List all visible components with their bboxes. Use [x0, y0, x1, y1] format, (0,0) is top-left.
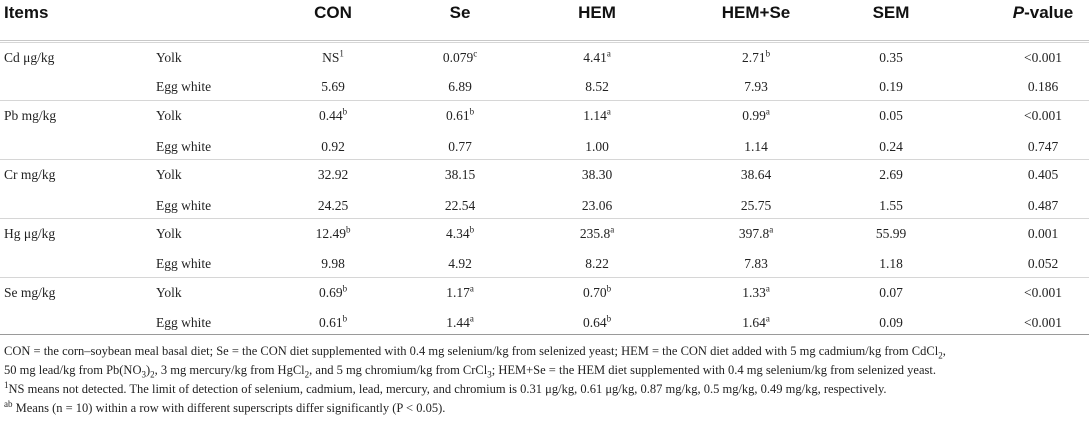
cell-con: 32.92	[317, 167, 349, 182]
cell-sample: Yolk	[156, 285, 182, 300]
cell-con: 0.69$^b$	[318, 283, 348, 300]
cell-sample: Egg white	[156, 198, 212, 213]
footnote-significance: $^{ab}$ Means (n = 10) within a row with different superscripts differ significantly (P < 0.05).	[4, 398, 446, 415]
cell-superscript: 1	[339, 48, 344, 59]
cell-superscript: b	[606, 283, 612, 294]
cell-hem: 38.30	[581, 167, 613, 182]
cell-superscript: a	[610, 224, 615, 235]
cell-hem-se: 25.75	[740, 198, 772, 213]
cell-sem: 0.07	[879, 285, 903, 300]
cell-sem: 0.24	[879, 139, 903, 154]
cell-se: 38.15	[444, 167, 476, 182]
footnote-abbreviations: CON = the corn–soybean meal basal diet; Se = the CON diet supplemented with 0.4 mg selenium/kg from selenized yeast; HEM = the CON diet added with 5 mg cadmium/kg from CdCl$_2$,	[4, 344, 946, 361]
table-row	[0, 277, 1089, 307]
cell-sample: Yolk	[156, 108, 182, 123]
header-se: Se	[449, 3, 471, 22]
cell-con: 12.49$^b$	[315, 224, 351, 241]
cell-sem: 0.09	[879, 315, 903, 330]
footnote-abbreviations-cont: 50 mg lead/kg from $Pb(NO_3)_2$, 3 mg mercury/kg from HgCl$_2$, and 5 mg chromium/kg from CrCl$_3$; HEM+Se = the HEM diet supplemented with 0.4 mg selenium/kg from selenized yeast.	[4, 363, 936, 380]
cell-sem: 0.19	[879, 79, 903, 94]
cell-sample: Egg white	[156, 315, 212, 330]
cell-hem-se: 7.83	[744, 256, 768, 271]
table-row	[0, 249, 1089, 278]
cell-se: 1.17$^a$	[446, 283, 474, 300]
header-hem-se: HEM+Se	[721, 3, 791, 22]
cell-hem: 0.70$^b$	[582, 283, 612, 300]
cell-se: 0.61$^b$	[445, 106, 475, 123]
cell-hem: 235.8$^a$	[579, 224, 615, 241]
cell-sem: 0.35	[879, 50, 903, 65]
header-hem: HEM	[578, 3, 616, 22]
cell-superscript: a	[469, 283, 474, 294]
cell-superscript: a	[765, 106, 770, 117]
cell-superscript: b	[345, 224, 351, 235]
cell-superscript: a	[606, 106, 611, 117]
header-items: Items	[4, 3, 49, 22]
cell-superscript: b	[469, 106, 475, 117]
cell-item: Cr mg/kg	[4, 167, 56, 182]
cell-sample: Yolk	[156, 50, 182, 65]
cell-sem: 2.69	[879, 167, 903, 182]
cell-p-value: <0.001	[1024, 108, 1062, 123]
cell-p-value: <0.001	[1024, 285, 1062, 300]
cell-se: 4.92	[448, 256, 472, 271]
cell-p-value: 0.186	[1027, 79, 1059, 94]
cell-se: 4.34$^b$	[445, 224, 475, 241]
cell-superscript: c	[473, 48, 478, 59]
cell-superscript: a	[765, 283, 770, 294]
cell-superscript: b	[342, 283, 348, 294]
cell-superscript: a	[606, 48, 611, 59]
cell-sample: Egg white	[156, 256, 212, 271]
cell-sample: Yolk	[156, 226, 182, 241]
cell-p-value: 0.405	[1027, 167, 1059, 182]
cell-hem-se: 2.71$^b$	[741, 48, 771, 65]
cell-con: $NS^1$	[322, 48, 344, 65]
cell-p-value: 0.001	[1027, 226, 1059, 241]
cell-hem-se: 0.99$^a$	[742, 106, 770, 123]
cell-hem: 0.64$^b$	[582, 313, 612, 330]
cell-p-value: <0.001	[1024, 50, 1062, 65]
cell-se: 0.77	[448, 139, 472, 154]
cell-hem: 23.06	[581, 198, 613, 213]
cell-superscript: b	[342, 313, 348, 324]
cell-sample: Yolk	[156, 167, 182, 182]
table-header	[0, 0, 1089, 41]
cell-con: 0.44$^b$	[318, 106, 348, 123]
cell-hem-se: 1.14	[744, 139, 768, 154]
cell-con: 0.92	[321, 139, 345, 154]
header-sem: SEM	[872, 3, 910, 22]
table-row	[0, 159, 1089, 189]
table-row	[0, 72, 1089, 101]
header-p-italic: P	[1012, 3, 1025, 22]
cell-item: Pb mg/kg	[4, 108, 57, 123]
cell-sem: 55.99	[875, 226, 907, 241]
cell-p-value: 0.052	[1027, 256, 1059, 271]
cell-item: Cd μg/kg	[4, 50, 55, 65]
cell-con: 0.61$^b$	[318, 313, 348, 330]
header-p-value	[1013, 3, 1073, 23]
footnote-divider	[0, 334, 1089, 335]
cell-hem: 8.22	[585, 256, 609, 271]
cell-sem: 0.05	[879, 108, 903, 123]
cell-superscript: b	[765, 48, 771, 59]
cell-hem-se: 7.93	[744, 79, 768, 94]
table-row	[0, 100, 1089, 130]
cell-superscript: a	[765, 313, 770, 324]
footnote-detection-limit: $^1$NS means not detected. The limit of detection of selenium, cadmium, lead, mercury, and chromium is 0.31 μg/kg, 0.61 μg/kg, 0.87 mg/kg, 0.5 mg/kg, 0.49 mg/kg, respectively.	[4, 379, 887, 396]
cell-hem: 1.14$^a$	[583, 106, 611, 123]
cell-con: 5.69	[321, 79, 345, 94]
cell-sem: 1.18	[879, 256, 903, 271]
cell-p-value: 0.747	[1027, 139, 1059, 154]
table-row	[0, 308, 1089, 337]
cell-p-value: <0.001	[1024, 315, 1062, 330]
cell-hem-se: 1.64$^a$	[742, 313, 770, 330]
table-row	[0, 218, 1089, 248]
cell-superscript: b	[469, 224, 475, 235]
cell-hem: 1.00	[585, 139, 609, 154]
cell-sample: Egg white	[156, 79, 212, 94]
table-row	[0, 191, 1089, 220]
cell-hem-se: 397.8$^a$	[738, 224, 774, 241]
table-row	[0, 132, 1089, 161]
cell-hem-se: 1.33$^a$	[742, 283, 770, 300]
cell-con: 24.25	[317, 198, 349, 213]
cell-con: 9.98	[321, 256, 345, 271]
table-row	[0, 42, 1089, 72]
cell-item: Hg μg/kg	[4, 226, 56, 241]
cell-hem: 8.52	[585, 79, 609, 94]
cell-item: Se mg/kg	[4, 285, 56, 300]
cell-se: 1.44$^a$	[446, 313, 474, 330]
cell-sample: Egg white	[156, 139, 212, 154]
cell-superscript: b	[342, 106, 348, 117]
cell-se: 6.89	[448, 79, 472, 94]
cell-hem: 4.41$^a$	[583, 48, 611, 65]
cell-p-value: 0.487	[1027, 198, 1059, 213]
cell-se: 22.54	[444, 198, 476, 213]
header-p-rest: -value	[1024, 3, 1074, 22]
cell-superscript: a	[469, 313, 474, 324]
cell-se: 0.079$^c$	[442, 48, 478, 65]
header-con: CON	[314, 3, 352, 22]
cell-superscript: b	[606, 313, 612, 324]
cell-sem: 1.55	[879, 198, 903, 213]
cell-hem-se: 38.64	[740, 167, 772, 182]
cell-superscript: a	[769, 224, 774, 235]
